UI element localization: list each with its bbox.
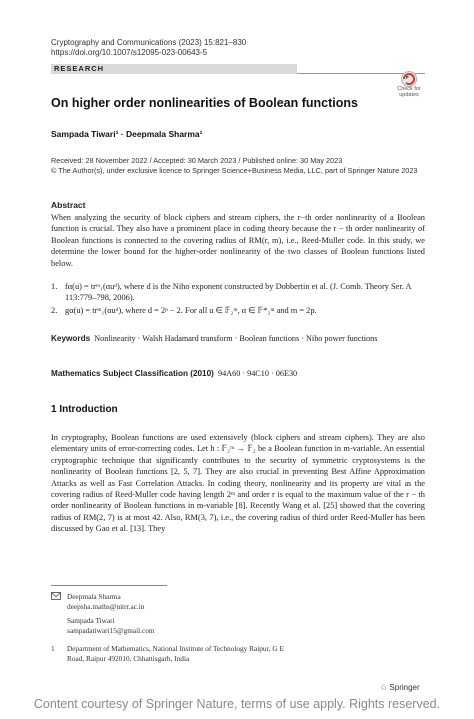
second-author: [51, 616, 351, 635]
introduction-text: In cryptography, Boolean functions are used extensively (block ciphers and stream ciphers). They are also elementary units of error-correcting codes. Let h : 𝔽₂ᵐ → 𝔽₂ be a Boolean function in m-variable. An essential cryptographic technique that significantly contributes to the security of symmetric cryptosystems is the nonlinearity of Boolean functions [2, 5, 7]. They are also crucial in preventing Best Affine Approximation Attacks as well as Fast Correlation Attacks. In coding theory, nonlinearity and its property are vital as the covering radius of Reed-Muller code having length 2ᵐ and order r is equal to the maximum value of the r − th order nonlinearity of Boolean functions in m-variable [8]. Recently Wang et al. [25] showed that the covering radius of RM(2, 7) is at most 42. Also, RM(3, 7), i.e., the covering radius of third order Reed-Muller has been discussed by Gao et al. [13]. They: [51, 433, 425, 534]
footnotes: [51, 592, 351, 664]
introduction-body: [51, 432, 425, 535]
affiliation-mark: 1: [51, 644, 55, 654]
publisher-name: Springer: [389, 683, 420, 692]
keywords-label: Keywords: [51, 334, 91, 343]
subject-classification: [51, 369, 297, 378]
section-heading-introduction: 1 Introduction: [51, 404, 118, 415]
list-item-number: 2.: [51, 306, 58, 315]
abstract-heading: Abstract: [51, 200, 86, 210]
paper-title: On higher order nonlinearities of Boolean functions: [51, 96, 358, 110]
corresponding-author-email[interactable]: deepsha.maths@nitrr.ac.in: [67, 601, 145, 611]
badge-text: Check for updates: [397, 86, 421, 98]
doi-link[interactable]: https://doi.org/10.1007/s12095-023-00643-5: [51, 48, 208, 57]
envelope-icon: [51, 592, 67, 611]
keywords: [51, 333, 425, 344]
msc-codes: 94A60 · 94C10 · 06E30: [218, 369, 298, 378]
author-list: Sampada Tiwari¹ · Deepmala Sharma¹: [51, 129, 203, 139]
corresponding-author-name: Deepmala Sharma: [67, 592, 121, 601]
second-author-email[interactable]: sampadatiwari15@gmail.com: [67, 625, 155, 635]
copyright-line: © The Author(s), under exclusive licence to Springer Science+Business Media, LLC, part of Springer Nature 2023: [51, 166, 418, 175]
list-item-text: fα(u) = trᵐ₁(αuᵈ), where d is the Niho exponent constructed by Dobbertin et al. (J. Comb. Theory Ser. A 113:779–798, 2006).: [65, 282, 412, 302]
publisher-logo: [380, 683, 420, 692]
msc-label: Mathematics Subject Classification (2010): [51, 369, 214, 378]
corresponding-author: [51, 592, 351, 611]
journal-citation: Cryptography and Communications (2023) 15:821–830: [51, 38, 247, 47]
affiliation: [51, 644, 351, 663]
footnote-rule: [51, 585, 167, 586]
list-item: [51, 305, 425, 316]
journal-header: [51, 38, 246, 58]
list-item-text: gα(u) = trᵐ₁(αuᵈ), where d = 2ᵖ − 2. For all u ∈ 𝔽₂ᵐ, α ∈ 𝔽*₂ᵐ and m = 2p.: [65, 306, 317, 315]
courtesy-notice: Content courtesy of Springer Nature, terms of use apply. Rights reserved.: [33, 697, 441, 711]
list-item-number: 1.: [51, 282, 58, 291]
keywords-text: Nonlinearity · Walsh Hadamard transform · Boolean functions · Niho power functions: [94, 334, 378, 343]
article-type-label: RESEARCH: [54, 64, 105, 73]
abstract-body: [51, 212, 425, 269]
abstract-list: [51, 281, 425, 318]
affiliation-text: Department of Mathematics, National Institute of Technology Raipur, G E Road, Raipur 492010, Chhattisgarh, India: [67, 644, 284, 663]
abstract-text: When analyzing the security of block ciphers and stream ciphers, the r−th order nonlinearity of a Boolean function is crucial. They also have a prominent place in coding theory because the r − th order nonlinearity of Boolean functions is connected to the covering radius of RM(r, m), i.e., Reed-Muller code. In this study, we determine the lower bound for the higher-order nonlinearity of the two classes of Boolean functions listed below.: [51, 213, 425, 268]
publication-dates: [51, 156, 417, 176]
article-type-bar: [51, 64, 297, 74]
second-author-name: Sampada Tiwari: [67, 616, 115, 626]
list-item: [51, 281, 425, 303]
history-dates: Received: 28 November 2022 / Accepted: 30 March 2023 / Published online: 30 May 2023: [51, 156, 343, 165]
springer-horse-icon: ♘: [380, 683, 388, 692]
